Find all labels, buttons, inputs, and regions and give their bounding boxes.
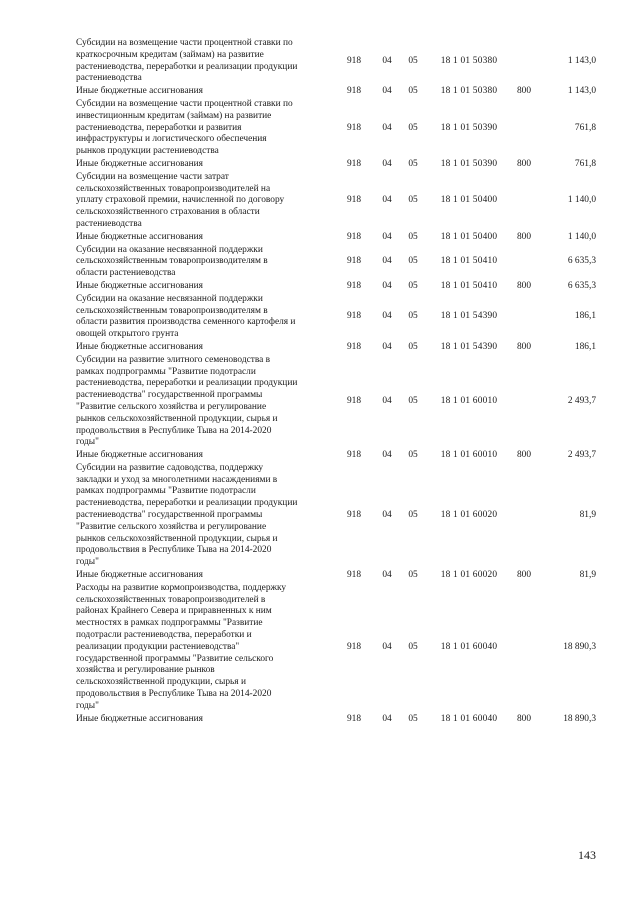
department-code: 918 <box>346 231 362 242</box>
subsection-code: 05 <box>408 341 418 352</box>
expense-type-code: 800 <box>516 713 532 724</box>
item-name: Субсидии на возмещение части процентной ставки по краткосрочным кредитам (займам) на развитие растениеводства, переработки и реализации продукции растениеводства <box>76 38 298 84</box>
department-code: 918 <box>346 86 362 97</box>
target-article-code: 18 1 01 60020 <box>440 510 498 521</box>
expense-type-code: 800 <box>516 341 532 352</box>
department-code: 918 <box>346 570 362 581</box>
target-article-code: 18 1 01 50380 <box>440 55 498 66</box>
table-row <box>76 159 596 171</box>
target-article-code: 18 1 01 50400 <box>440 231 498 242</box>
department-code: 918 <box>346 55 362 66</box>
subsection-code: 05 <box>408 510 418 521</box>
subsection-code: 05 <box>408 195 418 206</box>
item-name: Иные бюджетные ассигнования <box>76 231 203 242</box>
section-code: 04 <box>382 396 392 406</box>
target-article-code: 18 1 01 60010 <box>440 450 498 461</box>
expense-type-code: 800 <box>516 450 532 461</box>
section-code: 04 <box>382 450 392 461</box>
item-name: Иные бюджетные ассигнования <box>76 570 203 581</box>
item-name: Субсидии на развитие садоводства, поддержку закладки и уход за многолетними насаждениями в рамках подпрограммы "Развитие подотрасли растениеводства, переработки и реализации продукции растениеводства" государственной программы "Развитие сельского хозяйства и регулирование рынков сельскохозяйственной продукции, сырья и продовольствия в Республике Тыва на 2014-2020 годы" <box>76 462 298 568</box>
department-code: 918 <box>346 256 362 267</box>
budget-table <box>76 38 596 726</box>
amount: 186,1 <box>574 311 596 322</box>
amount: 2 493,7 <box>567 450 596 461</box>
item-name: Иные бюджетные ассигнования <box>76 713 203 724</box>
item-name: Субсидии на оказание несвязанной поддержки сельскохозяйственным товаропроизводителям в области растениеводства <box>76 244 268 279</box>
section-code: 04 <box>382 311 392 322</box>
table-row <box>76 714 596 726</box>
table-row <box>76 245 596 280</box>
target-article-code: 18 1 01 60040 <box>440 713 498 724</box>
expense-type-code: 800 <box>516 280 532 291</box>
table-row <box>76 570 596 582</box>
department-code: 918 <box>346 341 362 352</box>
target-article-code: 18 1 01 60020 <box>440 570 498 581</box>
section-code: 04 <box>382 55 392 66</box>
section-code: 04 <box>382 280 392 291</box>
amount: 761,8 <box>574 158 596 169</box>
target-article-code: 18 1 01 54390 <box>440 341 498 352</box>
subsection-code: 05 <box>408 55 418 66</box>
item-name: Расходы на развитие кормопроизводства, поддержку сельскохозяйственных товаропроизводителей в районах Крайнего Севера и приравненных к ним местностях в рамках подпрограммы "Развитие подотрасли растениеводства, переработки и реализации продукции растениеводства" государственной программы "Развитие сельского хозяйства и регулирование рынков сельскохозяйственной продукции, сырья и продовольствия в Республике Тыва на 2014-2020 годы" <box>76 582 287 711</box>
subsection-code: 05 <box>408 256 418 267</box>
amount: 6 635,3 <box>567 280 596 291</box>
section-code: 04 <box>382 256 392 267</box>
amount: 6 635,3 <box>567 256 596 267</box>
section-code: 04 <box>382 641 392 652</box>
expense-type-code: 800 <box>516 570 532 581</box>
subsection-code: 05 <box>408 86 418 97</box>
amount: 18 890,3 <box>563 713 596 724</box>
amount: 81,9 <box>579 570 596 581</box>
target-article-code: 18 1 01 60040 <box>440 641 498 652</box>
target-article-code: 18 1 01 50380 <box>440 86 498 97</box>
section-code: 04 <box>382 713 392 724</box>
expense-type-code: 800 <box>516 231 532 242</box>
amount: 2 493,7 <box>567 396 596 406</box>
subsection-code: 05 <box>408 396 418 406</box>
table-row <box>76 342 596 354</box>
amount: 1 143,0 <box>567 55 596 66</box>
amount: 1 143,0 <box>567 86 596 97</box>
target-article-code: 18 1 01 50410 <box>440 256 498 267</box>
subsection-code: 05 <box>408 311 418 322</box>
amount: 81,9 <box>579 510 596 521</box>
table-row <box>76 232 596 244</box>
expense-type-code: 800 <box>516 158 532 169</box>
item-name: Субсидии на оказание несвязанной поддержки сельскохозяйственным товаропроизводителям в области развития производства семенного картофеля и овощей открытого грунта <box>76 293 296 340</box>
table-row <box>76 86 596 98</box>
subsection-code: 05 <box>408 450 418 461</box>
table-row <box>76 450 596 462</box>
target-article-code: 18 1 01 50390 <box>440 122 498 133</box>
department-code: 918 <box>346 396 362 406</box>
section-code: 04 <box>382 122 392 133</box>
section-code: 04 <box>382 341 392 352</box>
page-number: 143 <box>578 848 596 862</box>
subsection-code: 05 <box>408 641 418 652</box>
item-name: Иные бюджетные ассигнования <box>76 341 203 352</box>
item-name: Субсидии на возмещение части затрат сельскохозяйственных товаропроизводителей на уплату страховой премии, начисленной по договору сельскохозяйственного страхования в области растениеводства <box>76 171 285 229</box>
target-article-code: 18 1 01 50410 <box>440 280 498 291</box>
item-name: Субсидии на развитие элитного семеноводства в рамках подпрограммы "Развитие подотрасли растениеводства, переработки и реализации продукции растениеводства" государственной программы "Развитие сельского хозяйства и регулирование рынков сельскохозяйственной продукции, сырья и продовольствия в Республике Тыва на 2014-2020 годы" <box>76 354 298 448</box>
item-name: Иные бюджетные ассигнования <box>76 158 203 169</box>
department-code: 918 <box>346 195 362 206</box>
department-code: 918 <box>346 158 362 169</box>
target-article-code: 18 1 01 60010 <box>440 396 498 406</box>
table-row <box>76 355 596 449</box>
subsection-code: 05 <box>408 280 418 291</box>
table-row <box>76 38 596 85</box>
amount: 761,8 <box>574 122 596 133</box>
table-row <box>76 172 596 231</box>
department-code: 918 <box>346 122 362 133</box>
subsection-code: 05 <box>408 570 418 581</box>
department-code: 918 <box>346 280 362 291</box>
subsection-code: 05 <box>408 122 418 133</box>
table-row <box>76 294 596 341</box>
target-article-code: 18 1 01 50390 <box>440 158 498 169</box>
amount: 1 140,0 <box>567 231 596 242</box>
subsection-code: 05 <box>408 158 418 169</box>
section-code: 04 <box>382 570 392 581</box>
item-name: Субсидии на возмещение части процентной ставки по инвестиционным кредитам (займам) на развитие растениеводства, переработки и развития инфраструктуры и логистического обеспечения рынков продукции растениеводства <box>76 98 293 157</box>
department-code: 918 <box>346 311 362 322</box>
section-code: 04 <box>382 195 392 206</box>
section-code: 04 <box>382 158 392 169</box>
table-row <box>76 463 596 569</box>
target-article-code: 18 1 01 54390 <box>440 311 498 322</box>
section-code: 04 <box>382 231 392 242</box>
department-code: 918 <box>346 510 362 521</box>
item-name: Иные бюджетные ассигнования <box>76 280 203 291</box>
department-code: 918 <box>346 641 362 652</box>
expense-type-code: 800 <box>516 86 532 97</box>
department-code: 918 <box>346 713 362 724</box>
table-row <box>76 583 596 713</box>
section-code: 04 <box>382 86 392 97</box>
item-name: Иные бюджетные ассигнования <box>76 450 203 461</box>
amount: 18 890,3 <box>563 641 596 652</box>
department-code: 918 <box>346 450 362 461</box>
item-name: Иные бюджетные ассигнования <box>76 86 203 97</box>
subsection-code: 05 <box>408 713 418 724</box>
amount: 186,1 <box>574 341 596 352</box>
subsection-code: 05 <box>408 231 418 242</box>
table-row <box>76 281 596 293</box>
target-article-code: 18 1 01 50400 <box>440 195 498 206</box>
amount: 1 140,0 <box>567 195 596 206</box>
section-code: 04 <box>382 510 392 521</box>
table-row <box>76 99 596 158</box>
